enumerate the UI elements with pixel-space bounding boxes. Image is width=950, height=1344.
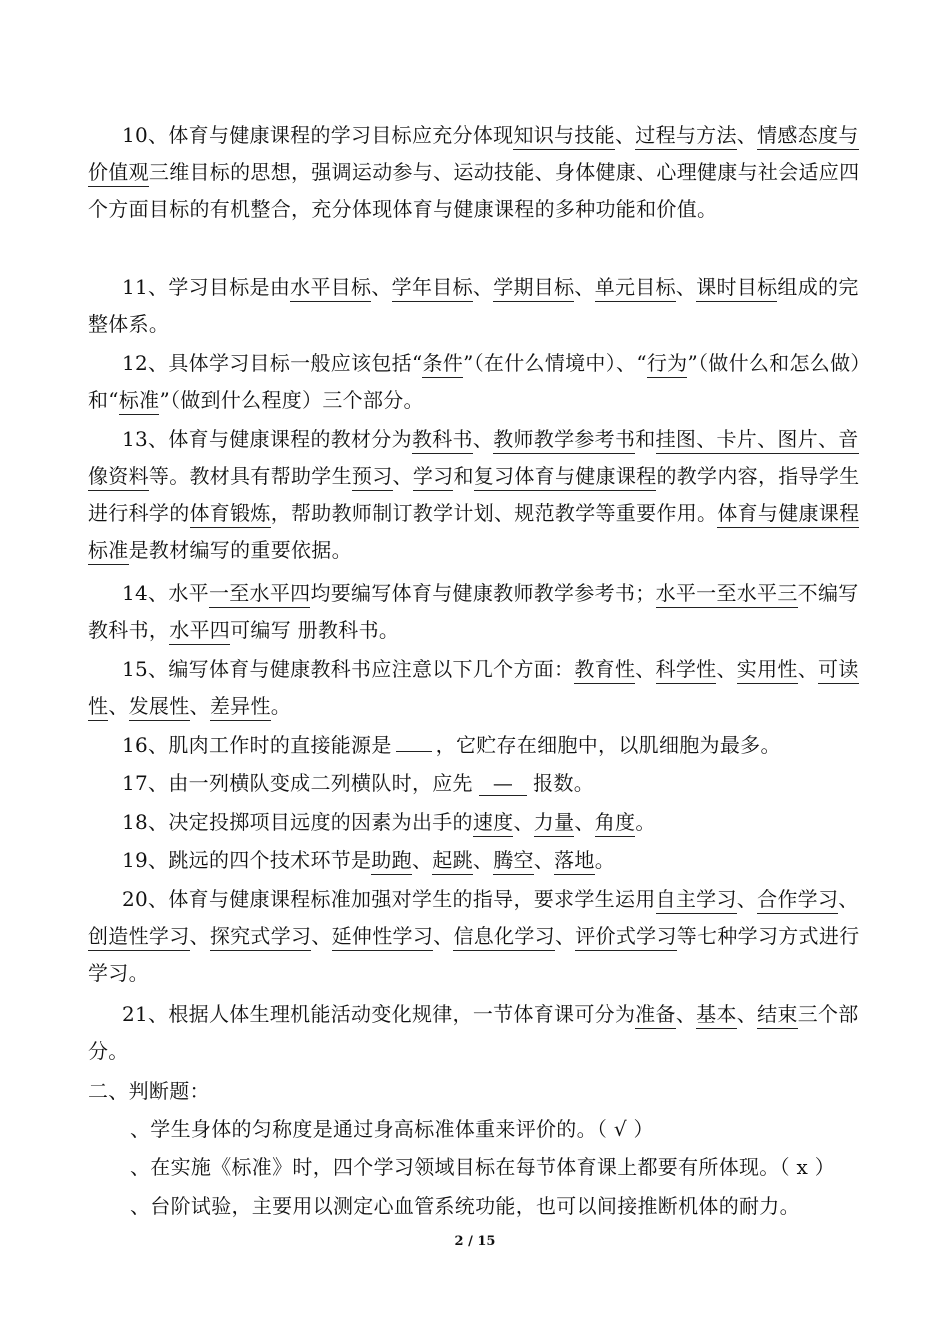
q19-sep: 、 <box>472 848 494 872</box>
q20-sep: 、 <box>311 924 332 948</box>
q21-sep: 、 <box>675 1002 697 1026</box>
q15-answer-4: 可读性 <box>88 657 859 721</box>
q13-answer-4: 预习 <box>352 464 393 491</box>
question-17 <box>88 765 864 802</box>
page-number: 2 / 15 <box>454 1234 496 1249</box>
q10-answer-1: 知识与技能 <box>513 123 615 150</box>
q20-answer-3: 创造性学习 <box>88 924 190 951</box>
question-11 <box>88 269 864 343</box>
question-21 <box>88 996 864 1070</box>
q12-text: 12、具体学习目标一般应该包括“ <box>122 351 423 375</box>
q11-answer-5: 课时目标 <box>696 275 777 302</box>
q11-answer-2: 学年目标 <box>392 275 473 302</box>
q11-answer-4: 单元目标 <box>595 275 676 302</box>
q20-answer-2: 合作学习 <box>757 887 838 914</box>
q15-text-rest: 。 <box>270 694 292 718</box>
judge-item-2: 、在实施《标准》时，四个学习领域目标在每节体育课上都要有所体现。（ x ） <box>130 1155 836 1179</box>
q20-text-rest: 等七种学习方式进行学习。 <box>88 924 860 985</box>
q10-text: 10、体育与健康课程的学习目标应充分体现 <box>122 123 514 147</box>
section-heading: 二、判断题： <box>88 1079 210 1103</box>
q18-text-rest: 。 <box>635 810 656 834</box>
q14-answer-2: 水平一至水平三 <box>656 581 798 608</box>
q15-sep: 、 <box>716 657 737 681</box>
q13-answer-8: 体育与健康课程标准 <box>88 501 859 565</box>
q15-answer-2: 科学性 <box>656 657 717 684</box>
question-14 <box>88 575 864 649</box>
q19-answer-1: 助跑 <box>371 848 412 875</box>
q11-sep: 、 <box>472 275 494 299</box>
q20-sep: 、 <box>736 887 758 911</box>
q20-sep: 、 <box>554 924 576 948</box>
q10-answer-2: 过程与方法 <box>635 123 737 150</box>
q21-answer-2: 基本 <box>696 1002 737 1029</box>
q13-sep: 和 <box>635 427 656 451</box>
q13-text-rest: 是教材编写的重要依据。 <box>128 538 352 562</box>
question-19 <box>88 842 864 879</box>
q12-answer-3: 标准 <box>119 388 160 415</box>
q11-sep: 、 <box>675 275 697 299</box>
q12-text-mid: ”（做什么和怎么做）和“ <box>88 351 861 412</box>
q21-text-rest: 三个部分。 <box>88 1002 859 1063</box>
q21-text: 21、根据人体生理机能活动变化规律，一节体育课可分为 <box>122 1002 636 1026</box>
q13-answer-6: 复习体育与健康课程 <box>474 464 657 491</box>
question-20 <box>88 881 864 992</box>
q21-answer-3: 结束 <box>757 1002 798 1029</box>
q17-text-rest: 报数。 <box>533 771 595 795</box>
q15-answer-6: 差异性 <box>210 694 271 721</box>
q13-text: 13、体育与健康课程的教材分为 <box>122 427 412 451</box>
q16-blank <box>396 729 432 752</box>
q19-answer-2: 起跳 <box>432 848 473 875</box>
q14-text-mid: 均要编写体育与健康教师教学参考书； <box>310 581 656 605</box>
judge-item-1: 、学生身体的匀称度是通过身高标准体重来评价的。（ √ ） <box>130 1117 654 1141</box>
q15-text: 15、编写体育与健康教科书应注意以下几个方面： <box>122 657 575 681</box>
q18-answer-2: 力量 <box>534 810 575 837</box>
q15-sep: 、 <box>797 657 819 681</box>
q19-sep: 、 <box>533 848 555 872</box>
q13-answer-5: 学习 <box>413 464 454 491</box>
q20-sep: 、 <box>838 887 859 911</box>
q13-sep: 、 <box>392 464 413 488</box>
q11-answer-1: 水平目标 <box>290 275 371 302</box>
question-13 <box>88 421 864 569</box>
q20-text: 20、体育与健康课程标准加强对学生的指导，要求学生运用 <box>122 887 656 911</box>
q13-text-mid: 的教学内容，指导学生进行科学的 <box>88 464 860 525</box>
q14-answer-3: 水平四 <box>169 618 230 645</box>
q11-sep: 、 <box>371 275 392 299</box>
q18-answer-3: 角度 <box>595 810 636 837</box>
q14-text: 14、水平 <box>122 581 209 605</box>
q20-answer-1: 自主学习 <box>656 887 737 914</box>
q10-sep: 、 <box>614 123 636 147</box>
q21-answer-1: 准备 <box>635 1002 676 1029</box>
q12-text-mid: ”（在什么情境中）、“ <box>463 351 647 375</box>
q18-sep: 、 <box>574 810 595 834</box>
question-15 <box>88 651 864 725</box>
q13-answer-1: 教科书 <box>412 427 473 454</box>
q12-answer-2: 行为 <box>647 351 688 378</box>
q14-text-rest: 可编写 册教科书。 <box>230 618 400 642</box>
question-16 <box>88 727 864 764</box>
q12-answer-1: 条件 <box>422 351 463 378</box>
q19-text-rest: 。 <box>594 848 616 872</box>
q20-sep: 、 <box>433 924 454 948</box>
q12-text-rest: ”（做到什么程度）三个部分。 <box>159 388 424 412</box>
q20-answer-7: 评价式学习 <box>575 924 677 951</box>
q19-answer-3: 腾空 <box>493 848 534 875</box>
q13-text-mid: 等。教材具有帮助学生 <box>148 464 352 488</box>
q11-text: 11、学习目标是由 <box>122 275 291 299</box>
q15-sep: 、 <box>189 694 210 718</box>
q16-text: 16、肌肉工作时的直接能源是 <box>122 733 392 757</box>
q15-answer-5: 发展性 <box>129 694 190 721</box>
q13-sep: 、 <box>472 427 494 451</box>
q15-answer-3: 实用性 <box>737 657 798 684</box>
q15-answer-1: 教育性 <box>574 657 635 684</box>
judge-item-3: 、台阶试验，主要用以测定心血管系统功能，也可以间接推断机体的耐力。 <box>130 1194 800 1218</box>
question-10 <box>88 117 864 228</box>
q13-text-mid: ，帮助教师制订教学计划、规范教学等重要作用。 <box>270 501 718 525</box>
q18-sep: 、 <box>513 810 534 834</box>
q13-answer-3: 挂图、卡片、图片、音像资料 <box>88 427 859 491</box>
q15-sep: 、 <box>635 657 656 681</box>
q21-sep: 、 <box>736 1002 758 1026</box>
q17-text: 17、由一列横队变成二列横队时，应先 <box>122 771 473 795</box>
q19-sep: 、 <box>411 848 433 872</box>
q20-answer-6: 信息化学习 <box>453 924 555 951</box>
q13-sep: 和 <box>453 464 474 488</box>
q10-sep: 、 <box>736 123 758 147</box>
q19-answer-4: 落地 <box>554 848 595 875</box>
q11-text-rest: 组成的完整体系。 <box>88 275 859 336</box>
q14-text-mid: 不编写教科书， <box>88 581 859 642</box>
q20-answer-5: 延伸性学习 <box>332 924 434 951</box>
q11-answer-3: 学期目标 <box>493 275 574 302</box>
q10-answer-3: 情感态度与价值观 <box>88 123 859 187</box>
q18-text: 18、决定投掷项目远度的因素为出手的 <box>122 810 473 834</box>
q13-answer-7: 体育锻炼 <box>190 501 271 528</box>
q14-answer-1: 一至水平四 <box>209 581 311 608</box>
q20-answer-4: 探究式学习 <box>210 924 312 951</box>
q15-sep: 、 <box>108 694 129 718</box>
question-18 <box>88 804 864 841</box>
q19-text: 19、跳远的四个技术环节是 <box>122 848 372 872</box>
q16-text-rest: ，它贮存在细胞中，以肌细胞为最多。 <box>435 733 781 757</box>
q13-answer-2: 教师教学参考书 <box>493 427 635 454</box>
q18-answer-1: 速度 <box>473 810 514 837</box>
q11-sep: 、 <box>574 275 595 299</box>
q20-sep: 、 <box>189 924 210 948</box>
q10-text-rest: 三维目标的思想，强调运动参与、运动技能、身体健康、心理健康与社会适应四个方面目标的有机整合，充分体现体育与健康课程的多种功能和价值。 <box>88 160 860 221</box>
q17-answer-1: — <box>479 771 527 796</box>
question-12 <box>88 345 864 419</box>
